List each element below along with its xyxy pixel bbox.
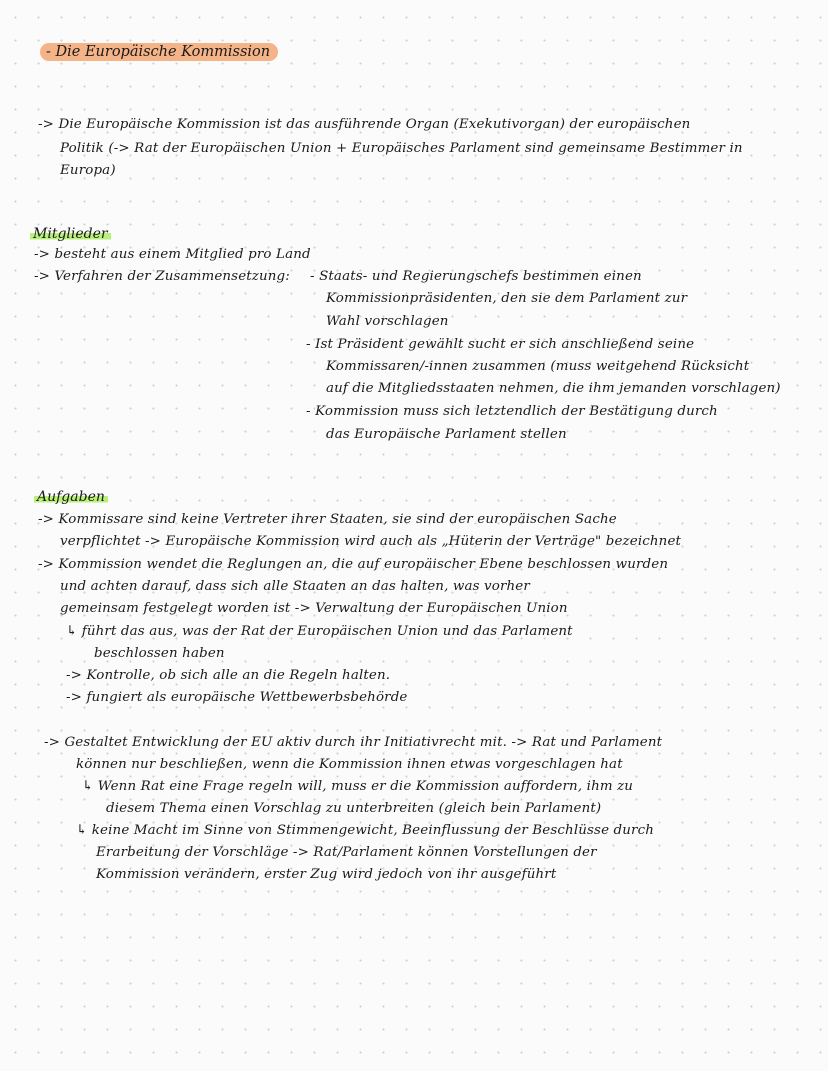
list-item: diesem Thema einen Vorschlag zu unterbreiten (gleich bein Parlament) (106, 801, 602, 816)
section-heading-aufgaben: Aufgaben (34, 487, 108, 507)
list-item: -> Kommission wendet die Reglungen an, die auf europäischer Ebene beschlossen wurden (38, 557, 669, 572)
list-item: gemeinsam festgelegt worden ist -> Verwaltung der Europäischen Union (60, 601, 568, 616)
section-heading-mitglieder: Mitglieder (30, 224, 111, 244)
list-item: auf die Mitgliedsstaaten nehmen, die ihm jemanden vorschlagen) (326, 381, 781, 396)
list-item: Wahl vorschlagen (326, 314, 449, 329)
list-item: -> fungiert als europäische Wettbewerbsbehörde (66, 690, 408, 705)
title-block (40, 41, 278, 63)
list-item: können nur beschließen, wenn die Kommission ihnen etwas vorgeschlagen hat (76, 757, 623, 772)
list-item: ↳ führt das aus, was der Rat der Europäischen Union und das Parlament (66, 624, 573, 639)
list-item: Kommissaren/-innen zusammen (muss weitgehend Rücksicht (326, 359, 750, 374)
list-item: - Staats- und Regierungschefs bestimmen einen (310, 269, 642, 284)
list-item: ↳ keine Macht im Sinne von Stimmengewicht, Beeinflussung der Beschlüsse durch (76, 823, 655, 838)
list-item: Kommission verändern, erster Zug wird jedoch von ihr ausgeführt (96, 867, 557, 882)
intro-line: -> Die Europäische Kommission ist das ausführende Organ (Exekutivorgan) der europäischen (38, 117, 691, 132)
list-item: - Kommission muss sich letztendlich der Bestätigung durch (306, 404, 718, 419)
list-item: -> Gestaltet Entwicklung der EU aktiv durch ihr Initiativrecht mit. -> Rat und Parlament (44, 735, 663, 750)
list-item: -> Kommissare sind keine Vertreter ihrer Staaten, sie sind der europäischen Sache (38, 512, 617, 527)
list-item: -> Verfahren der Zusammensetzung: (34, 269, 290, 284)
list-item: und achten darauf, dass sich alle Staaten an das halten, was vorher (60, 579, 530, 594)
list-item: -> besteht aus einem Mitglied pro Land (34, 247, 311, 262)
list-item: ↳ Wenn Rat eine Frage regeln will, muss er die Kommission auffordern, ihm zu (82, 779, 634, 794)
list-item: -> Kontrolle, ob sich alle an die Regeln halten. (66, 668, 391, 683)
intro-line: Politik (-> Rat der Europäischen Union + Europäisches Parlament sind gemeinsame Bestimmer in (60, 141, 743, 156)
list-item: - Ist Präsident gewählt sucht er sich anschließend seine (306, 337, 695, 352)
list-item: das Europäische Parlament stellen (326, 427, 567, 442)
list-item: Erarbeitung der Vorschläge -> Rat/Parlament können Vorstellungen der (96, 845, 597, 860)
intro-line: Europa) (60, 163, 116, 178)
list-item: beschlossen haben (94, 646, 225, 661)
list-item: verpflichtet -> Europäische Kommission wird auch als „Hüterin der Verträge" bezeichnet (60, 534, 682, 549)
page-title: - Die Europäische Kommission (40, 43, 278, 61)
list-item: Kommissionpräsidenten, den sie dem Parlament zur (326, 291, 688, 306)
